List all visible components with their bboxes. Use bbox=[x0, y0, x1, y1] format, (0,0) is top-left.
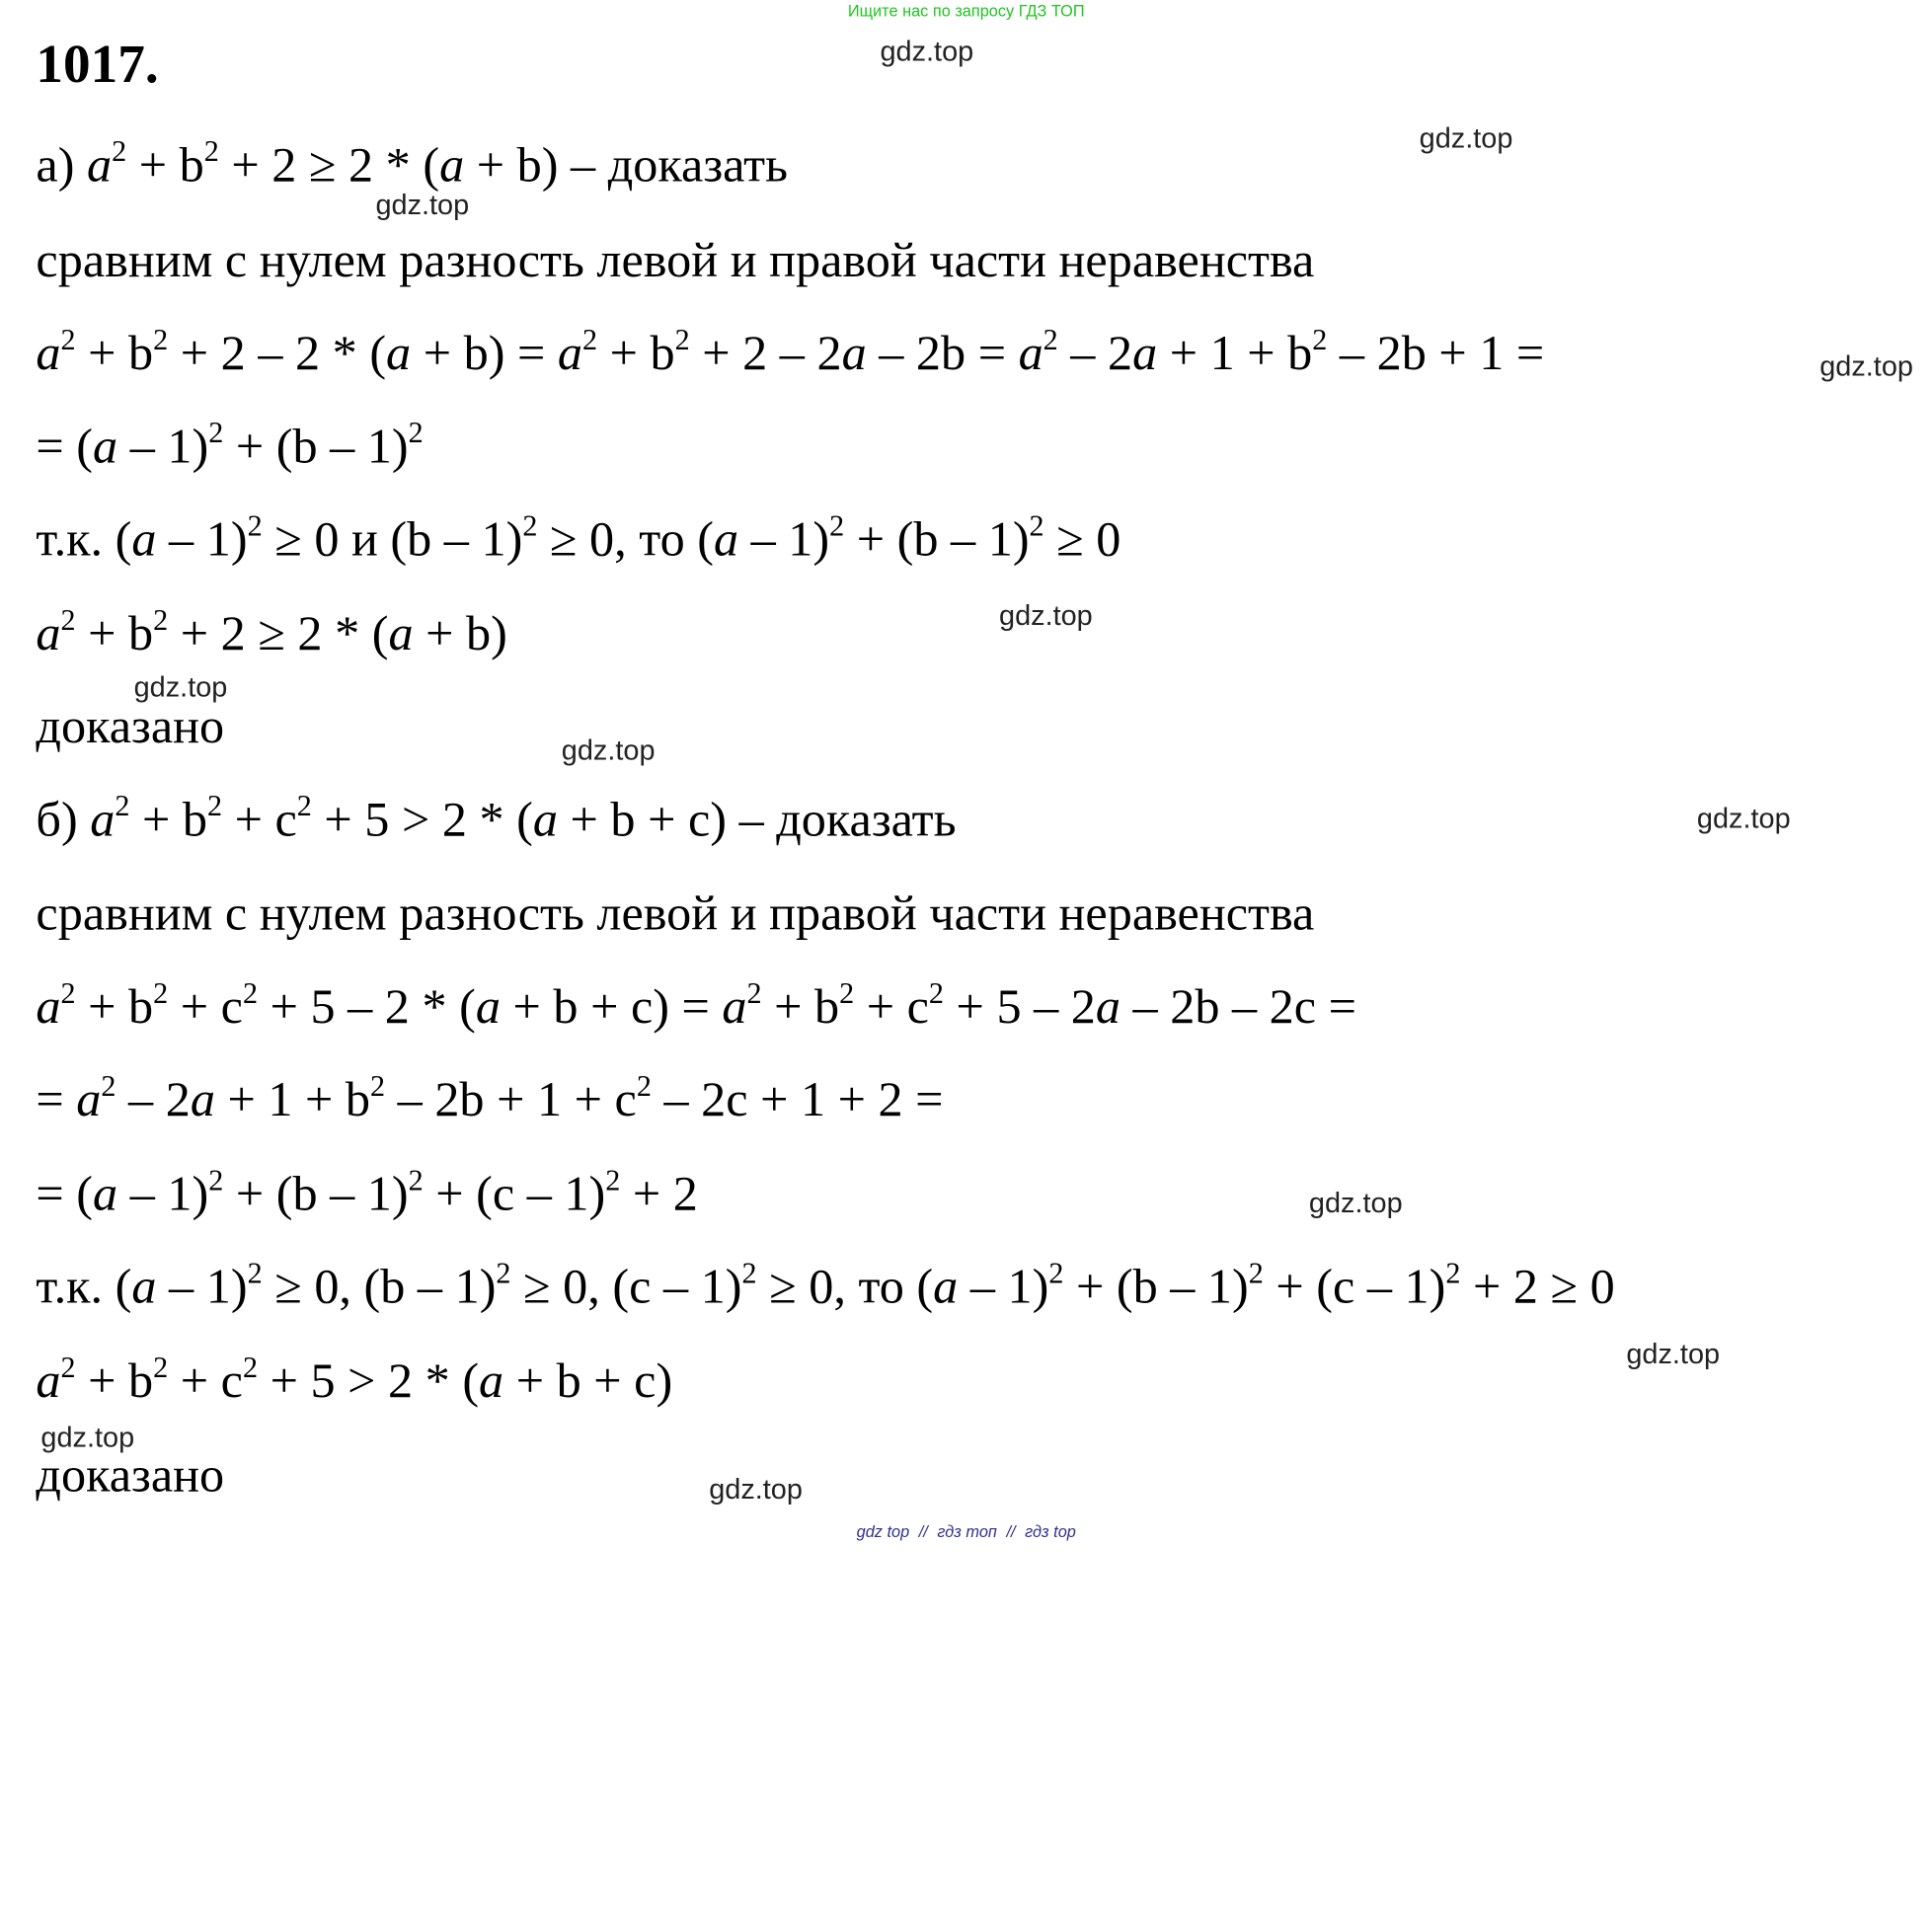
watermark: gdz.top bbox=[880, 35, 974, 67]
part-b-statement: б) $a^2 + b^2 + c^2 + 5 > 2 * (a + b + c)$ – доказать bbox=[36, 791, 957, 847]
then-text: то bbox=[639, 510, 685, 567]
link-gdz-top-ru[interactable]: гдз топ bbox=[937, 1521, 997, 1541]
watermark: gdz.top bbox=[1308, 1186, 1403, 1219]
link-separator: // bbox=[1006, 1521, 1016, 1541]
part-a-step-2: = (a – 1)$^2$ + (b – 1)$^2$ bbox=[36, 418, 424, 474]
link-gdz-top-mixed[interactable]: гдз top bbox=[1025, 1521, 1076, 1541]
part-a-conclusion: $a^2 + b^2 + 2 \ge 2 * (a + b)$ bbox=[36, 604, 507, 661]
watermark: gdz.top bbox=[133, 670, 228, 703]
watermark: gdz.top bbox=[375, 188, 470, 221]
part-b-conclusion: $a^2 + b^2 + c^2 + 5 > 2 * (a + b + c)$ bbox=[36, 1352, 673, 1409]
watermark: gdz.top bbox=[1419, 121, 1513, 154]
and-text: и bbox=[350, 510, 378, 567]
compare-text-b: сравним с нулем разность левой и правой части неравенства bbox=[36, 885, 1315, 942]
since-text: т.к. bbox=[36, 510, 104, 567]
watermark: gdz.top bbox=[561, 734, 656, 766]
watermark: gdz.top bbox=[1626, 1337, 1721, 1370]
to-prove-text-b: – доказать bbox=[738, 791, 957, 847]
then-text-b: то bbox=[858, 1258, 904, 1314]
link-separator: // bbox=[918, 1521, 928, 1541]
part-b-step-2: = $a^2 - 2a + 1 + b^2 - 2b + 1 + c^2 - 2c + 1 + 2$ = bbox=[36, 1070, 944, 1127]
top-banner[interactable]: Ищите нас по запросу ГДЗ ТОП bbox=[847, 1, 1085, 21]
to-prove-text: – доказать bbox=[571, 136, 789, 193]
part-a-label: а) bbox=[36, 136, 75, 193]
problem-number: 1017. bbox=[36, 33, 159, 95]
part-b-step-1: $a^2 + b^2 + c^2 + 5 - 2 * (a + b + c) = a^2 + b^2 + c^2 + 5 - 2a - 2b - 2c$ = bbox=[36, 977, 1356, 1035]
part-a-step-3: т.к. (a – 1)$^2$ ≥ 0 и (b – 1)$^2$ ≥ 0, то (a – 1)$^2$ + (b – 1)$^2$ ≥ 0 bbox=[36, 510, 1121, 567]
part-a-step-1: $a^2 + b^2 + 2 - 2 * (a + b) = a^2 + b^2 + 2 - 2a - 2b = a^2 - 2a + 1 + b^2 - 2b + 1$ = bbox=[36, 324, 1545, 381]
bottom-links bbox=[0, 1522, 1932, 1541]
watermark: gdz.top bbox=[1696, 802, 1791, 835]
compare-text-a: сравним с нулем разность левой и правой части неравенства bbox=[36, 231, 1315, 288]
proved-text-a: доказано bbox=[36, 697, 225, 754]
part-b-step-4: т.к. (a – 1)$^2$ ≥ 0, (b – 1)$^2$ ≥ 0, (c – 1)$^2$ ≥ 0, то (a – 1)$^2$ + (b – 1)$^2$ + (c – 1)$^2$ + 2 ≥ 0 bbox=[36, 1258, 1615, 1314]
part-b-label: б) bbox=[36, 791, 78, 847]
since-text-b: т.к. bbox=[36, 1258, 104, 1314]
proved-text-b: доказано bbox=[36, 1446, 225, 1503]
watermark: gdz.top bbox=[40, 1420, 135, 1453]
part-b-step-3: = (a – 1)$^2$ + (b – 1)$^2$ + (c – 1)$^2$ + 2 bbox=[36, 1165, 698, 1221]
watermark: gdz.top bbox=[1819, 349, 1913, 382]
watermark: gdz.top bbox=[709, 1472, 803, 1506]
link-gdz-top[interactable]: gdz top bbox=[856, 1521, 910, 1541]
watermark: gdz.top bbox=[999, 598, 1093, 632]
part-a-statement: а) $a^2 + b^2 + 2 \ge 2 * (a + b)$ – доказать bbox=[36, 136, 789, 193]
